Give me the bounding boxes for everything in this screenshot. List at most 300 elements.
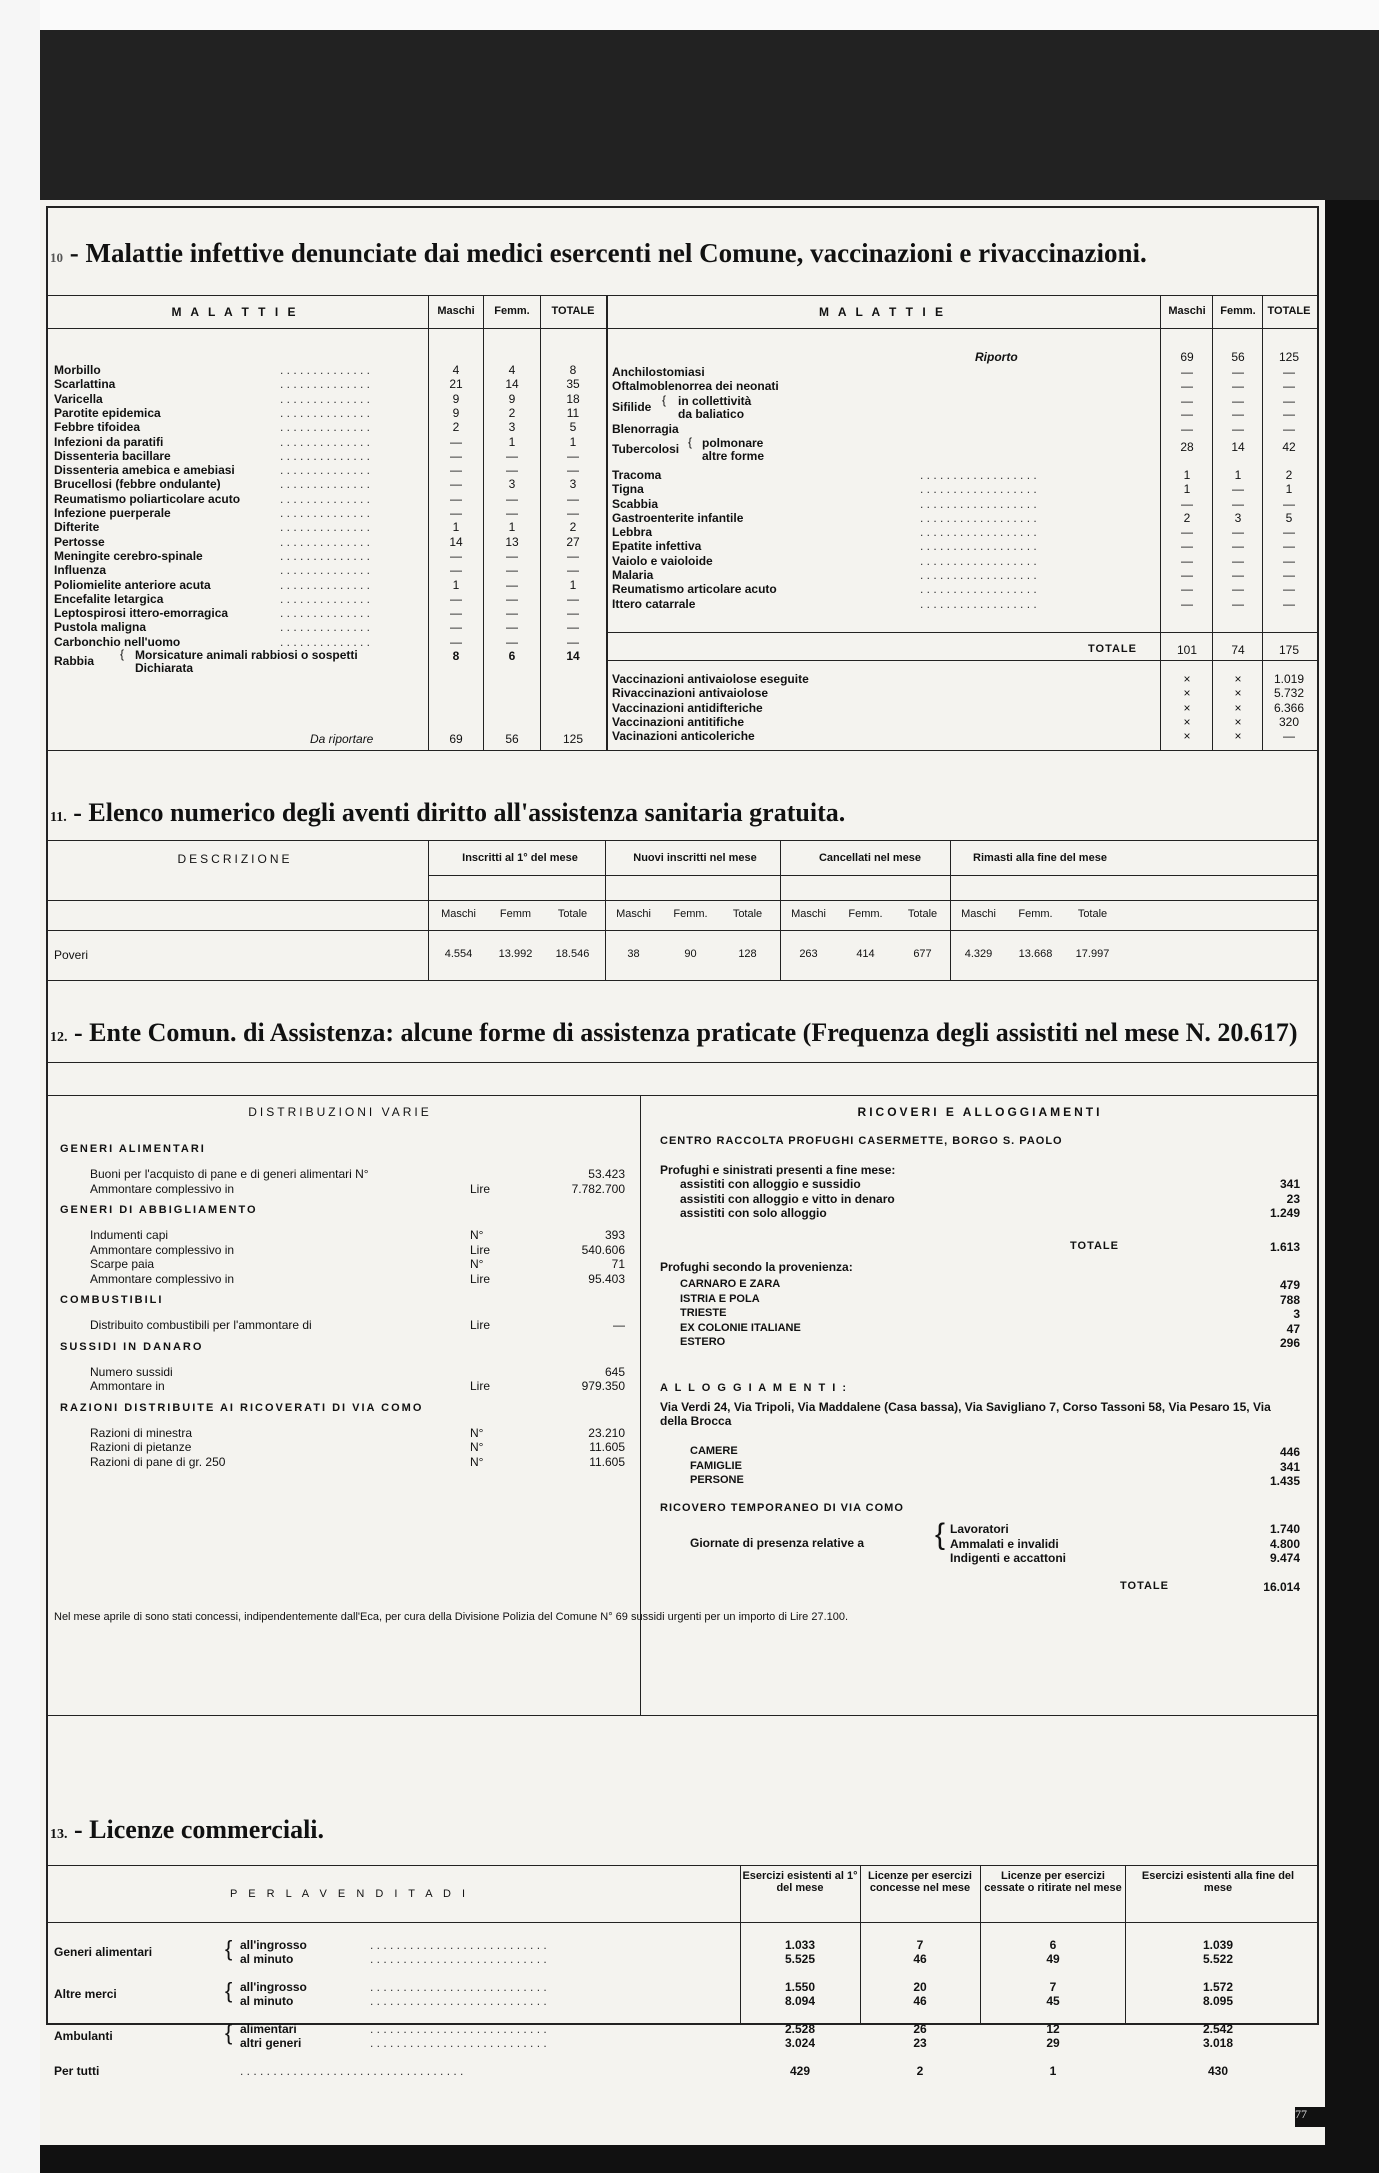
leader-dots: . . . . . . . . . . . . . . (280, 591, 371, 606)
row-label-poveri: Poveri (54, 948, 89, 962)
disease-name: Leptospirosi ittero-emorragica (54, 606, 229, 621)
cell-maschi: × (1183, 714, 1191, 729)
alloggiamenti-heading: A L L O G G I A M E N T I : (660, 1382, 849, 1394)
leader-dots: . . . . . . . . . . . . . . (280, 606, 371, 621)
column-header-descrizione: DESCRIZIONE (177, 852, 293, 866)
disease-name: Blenorragia (612, 421, 679, 436)
cell-maschi: — (450, 634, 462, 649)
item-value: 645 (604, 1364, 625, 1379)
item-value: 11.605 (589, 1440, 625, 1454)
cell-totale: — (1283, 553, 1295, 568)
ricovero-item: Lavoratori (950, 1522, 1009, 1536)
sub-header: Totale (557, 908, 588, 920)
cell-value: 23 (913, 2036, 927, 2050)
cell-totale: — (567, 491, 579, 506)
profughi-intro: Profughi e sinistrati presenti a fine mese: (660, 1163, 896, 1177)
item-value: 23.210 (588, 1425, 625, 1440)
column-header-ricoveri: RICOVERI E ALLOGGIAMENTI (857, 1105, 1103, 1119)
section-11-title: 11. - Elenco numerico degli aventi diritto all'assistenza sanitaria gratuita. (50, 798, 846, 827)
leader-dots: . . . . . . . . . . . . . . (280, 506, 371, 520)
item-unit: Lire (470, 1271, 491, 1286)
disease-name: Infezioni da paratifi (54, 434, 164, 449)
cell-maschi: × (1183, 672, 1191, 686)
cell-value: 46 (913, 1994, 927, 2008)
cell-maschi: 8 (452, 649, 460, 663)
provenienza-item: ESTERO (680, 1336, 726, 1348)
item-value: 53.423 (588, 1167, 625, 1181)
cell-value: 18.546 (555, 948, 590, 960)
cell-totale: 5.732 (1273, 686, 1305, 701)
alloggio-value: 341 (1279, 1459, 1300, 1474)
cell-femm: — (1232, 482, 1244, 497)
column-header-distribuzioni: DISTRIBUZIONI VARIE (248, 1105, 432, 1119)
column-header-femm: Femm. (494, 305, 530, 317)
cell-totale: 2 (569, 520, 577, 535)
leader-dots: . . . . . . . . . . . . . . . . . . (920, 496, 1037, 511)
cell-value: 677 (913, 948, 932, 960)
cell-maschi: — (1181, 525, 1193, 540)
scan-border-top (0, 0, 1379, 200)
totale-label: TOTALE (1088, 643, 1137, 655)
sifilide-label: Sifilide (612, 399, 652, 414)
cell-value: 29 (1046, 2036, 1060, 2050)
profughi-value: 23 (1286, 1191, 1300, 1206)
cell-femm: — (1232, 568, 1244, 582)
cell-femm: × (1234, 686, 1242, 701)
cell-maschi: — (450, 548, 462, 563)
disease-name: Pustola maligna (54, 620, 147, 635)
cell-femm: 9 (508, 391, 516, 406)
cell-femm: 1 (1234, 467, 1242, 482)
leader-dots: . . . . . . . . . . . . . . . . . . (920, 510, 1037, 525)
provenienza-value: 47 (1286, 1321, 1300, 1336)
cell-totale: 1 (1285, 482, 1293, 497)
sub-label: all'ingrosso (240, 1938, 307, 1952)
vaccination-name: Rivaccinazioni antivaiolose (612, 686, 769, 701)
cell-value: 1.033 (784, 1938, 816, 1952)
cell-maschi: 69 (449, 732, 463, 746)
cell-value: 1 (1049, 2064, 1057, 2078)
document-page (40, 200, 1325, 2145)
cell-femm: 3 (508, 477, 516, 492)
cell-value: 49 (1046, 1952, 1060, 1966)
cell-totale: — (567, 506, 579, 520)
disease-name: Epatite infettiva (612, 539, 702, 554)
group-header: Rimasti alla fine del mese (973, 852, 1107, 864)
cell-femm: — (506, 506, 518, 520)
cell-femm: — (1232, 379, 1244, 394)
cell-femm: × (1234, 672, 1242, 686)
leader-dots: . . . . . . . . . . . . . . . . . . . . . . . . . . . (370, 1952, 547, 1966)
cell-totale: — (1283, 393, 1295, 408)
disease-name: Brucellosi (febbre ondulante) (54, 477, 221, 492)
cell-maschi: — (450, 463, 462, 478)
cell-totale: 5 (569, 420, 577, 435)
leader-dots: . . . . . . . . . . . . . . . . . . (920, 596, 1037, 611)
leader-dots: . . . . . . . . . . . . . . (280, 620, 371, 635)
leader-dots: . . . . . . . . . . . . . . . . . . (920, 568, 1037, 582)
cell-totale: 3 (569, 477, 577, 492)
cell-totale: — (1283, 596, 1295, 611)
leader-dots: . . . . . . . . . . . . . . (280, 405, 371, 420)
cell-totale: — (567, 448, 579, 463)
cell-value: 1.039 (1202, 1938, 1234, 1952)
leader-dots: . . . . . . . . . . . . . . . . . . . . . . . . . . . (370, 2022, 547, 2036)
disease-name: Gastroenterite infantile (612, 510, 744, 525)
group-label: Generi alimentari (54, 1945, 153, 1959)
leader-dots: . . . . . . . . . . . . . . . . . . (920, 467, 1037, 482)
item-label: Ammontare in (90, 1379, 165, 1393)
cell-femm: — (1232, 421, 1244, 436)
cell-value: 3.024 (784, 2036, 816, 2050)
leader-dots: . . . . . . . . . . . . . . (280, 577, 371, 592)
disease-name: Reumatismo articolare acuto (612, 582, 777, 597)
cell-totale: — (1283, 539, 1295, 554)
ricovero-totale-value: 16.014 (1263, 1580, 1300, 1594)
cell-totale: — (1283, 525, 1295, 540)
cell-femm: — (506, 591, 518, 606)
cell-totale: — (1283, 365, 1295, 379)
cell-femm: — (506, 606, 518, 621)
group-header: Inscritti al 1° del mese (462, 852, 578, 864)
item-label: Razioni di minestra (90, 1425, 193, 1440)
cell-totale: — (567, 606, 579, 621)
cell-maschi: 9 (452, 405, 460, 420)
leader-dots: . . . . . . . . . . . . . . (280, 448, 371, 463)
item-value: 7.782.700 (571, 1181, 625, 1196)
cell-value: 128 (738, 948, 757, 960)
cell-totale: — (1283, 379, 1295, 394)
leader-dots: . . . . . . . . . . . . . . (280, 534, 371, 549)
cell-maschi: 28 (1180, 439, 1194, 454)
cell-femm: 14 (1231, 439, 1245, 454)
leader-dots: . . . . . . . . . . . . . . (280, 420, 371, 435)
provenienza-item: TRIESTE (680, 1307, 727, 1319)
column-header-totale: TOTALE (551, 305, 595, 317)
cell-maschi: — (1181, 421, 1193, 436)
cell-totale: 5 (1285, 510, 1293, 525)
item-value: 540.606 (581, 1242, 625, 1257)
cell-femm: — (1232, 553, 1244, 568)
rabbia-label: Rabbia (54, 654, 95, 668)
leader-dots: . . . . . . . . . . . . . . . . . . (920, 553, 1037, 568)
leader-dots: . . . . . . . . . . . . . . (280, 520, 371, 535)
cell-maschi: 4 (452, 363, 460, 377)
cell-value: 8.094 (784, 1994, 816, 2008)
leader-dots: . . . . . . . . . . . . . . . . . . (920, 582, 1037, 597)
cell-value: 1.550 (784, 1980, 816, 1994)
cell-femm: — (506, 463, 518, 478)
cell-totale: — (1283, 582, 1295, 597)
cell-femm: — (506, 448, 518, 463)
sub-label: al minuto (240, 1952, 294, 1966)
leader-dots: . . . . . . . . . . . . . . . . . . . . . . . . . . . (370, 1938, 547, 1952)
disease-name: Ittero catarrale (612, 596, 696, 611)
cell-value: 7 (1049, 1980, 1057, 1994)
leader-dots: . . . . . . . . . . . . . . (280, 391, 371, 406)
item-unit: N° (470, 1454, 484, 1469)
cell-totale: — (567, 634, 579, 649)
cell-maschi: 1 (1183, 467, 1191, 482)
item-value: 95.403 (588, 1271, 625, 1286)
section-heading: GENERI DI ABBIGLIAMENTO (60, 1204, 258, 1216)
sub-label: all'ingrosso (240, 1980, 307, 1994)
disease-name: Tracoma (612, 467, 662, 482)
item-unit: Lire (470, 1318, 491, 1332)
brace: { (688, 434, 693, 449)
group-label: Ambulanti (54, 2029, 113, 2043)
item-value: 11.605 (589, 1454, 625, 1469)
disease-name: Influenza (54, 563, 107, 578)
leader-dots: . . . . . . . . . . . . . . . . . . . . . . . . . . . (370, 2036, 547, 2050)
cell-value: 8.095 (1202, 1994, 1234, 2008)
column-header: Esercizi esistenti alla fine del mese (1141, 1870, 1295, 1894)
cell-maschi: 14 (449, 534, 463, 549)
cell-totale: 18 (566, 391, 580, 406)
disease-name: Carbonchio nell'uomo (54, 634, 181, 649)
ricovero-value: 9.474 (1269, 1551, 1300, 1565)
disease-name: Lebbra (612, 525, 653, 540)
sub-header: Femm. (673, 908, 708, 920)
cell-maschi: — (450, 448, 462, 463)
cell-femm: 1 (508, 434, 516, 449)
sifilide-collettivita: in collettività (678, 393, 752, 408)
item-unit: Lire (470, 1242, 491, 1257)
alloggio-item: CAMERE (690, 1445, 738, 1457)
cell-femm: — (506, 548, 518, 563)
brace: { (662, 392, 667, 407)
sub-header: Maschi (961, 908, 996, 920)
cell-maschi: — (1181, 496, 1193, 511)
leader-dots: . . . . . . . . . . . . . . . . . . (920, 539, 1037, 554)
leader-dots: . . . . . . . . . . . . . . (280, 477, 371, 492)
cell-totale: — (1283, 729, 1295, 744)
cell-value: 430 (1207, 2064, 1229, 2078)
cell-totale: 125 (562, 732, 584, 746)
column-header: Licenze per esercizi cessate o ritirate nel mese (984, 1870, 1122, 1894)
cell-maschi: — (450, 434, 462, 449)
cell-totale: — (1283, 496, 1295, 511)
item-label: Indumenti capi (90, 1228, 169, 1242)
vaccination-name: Vaccinazioni antivaiolose eseguite (612, 672, 809, 686)
sub-header: Totale (732, 908, 763, 920)
cell-femm: 56 (505, 732, 519, 746)
brace: { (225, 1978, 233, 2003)
cell-value: 13.668 (1018, 948, 1053, 960)
cell-value: 4.554 (444, 948, 473, 960)
item-label: Razioni di pietanze (90, 1440, 192, 1454)
cell-femm: 13 (505, 534, 519, 549)
disease-name: Dissenteria amebica e amebiasi (54, 463, 235, 478)
cell-totale: 6.366 (1273, 700, 1305, 715)
cell-femm: 14 (505, 377, 519, 392)
cell-femm: — (1232, 525, 1244, 540)
cell-totale: 42 (1282, 439, 1296, 454)
cell-femm: — (1232, 496, 1244, 511)
cell-totale: 27 (566, 534, 580, 549)
provenienza-value: 296 (1279, 1336, 1300, 1350)
sub-header: Femm. (1018, 908, 1053, 920)
cell-value: 20 (913, 1980, 927, 1994)
cell-maschi: 1 (452, 577, 460, 592)
leader-dots: . . . . . . . . . . . . . . (280, 463, 371, 478)
disease-name: Reumatismo poliarticolare acuto (54, 491, 241, 506)
leader-dots: . . . . . . . . . . . . . . . . . . (920, 525, 1037, 540)
cell-maschi: — (1181, 553, 1193, 568)
ricovero-item: Ammalati e invalidi (950, 1536, 1059, 1551)
cell-maschi: 69 (1180, 350, 1194, 364)
section-10-title: 10 - Malattie infettive denunciate dai medici esercenti nel Comune, vaccinazioni e rivaccinazioni. (50, 238, 1147, 268)
section-heading: RAZIONI DISTRIBUITE AI RICOVERATI DI VIA COMO (60, 1401, 424, 1414)
rule (48, 295, 1317, 296)
group-header: Nuovi inscritti nel mese (633, 852, 757, 864)
cell-maschi: — (1181, 393, 1193, 408)
provenienza-value: 788 (1279, 1292, 1300, 1307)
group-header: Cancellati nel mese (818, 852, 922, 864)
rule (48, 328, 1317, 329)
disease-name: Oftalmoblenorrea dei neonati (612, 379, 779, 394)
cell-value: 3.018 (1202, 2036, 1234, 2050)
cell-maschi: 101 (1176, 643, 1198, 657)
vaccination-name: Vacinazioni anticoleriche (612, 729, 755, 744)
cell-maschi: 2 (1183, 510, 1191, 525)
ricovero-totale-label: TOTALE (1120, 1580, 1169, 1592)
item-value: 393 (604, 1228, 625, 1242)
cell-totale: 8 (569, 363, 577, 377)
cell-totale: — (567, 463, 579, 478)
profughi-item: assistiti con solo alloggio (680, 1206, 827, 1220)
provenienza-value: 3 (1293, 1307, 1300, 1321)
vaccination-name: Vaccinazioni antitifiche (612, 714, 745, 729)
column-header-totale: TOTALE (1267, 305, 1311, 317)
cell-totale: 14 (566, 649, 580, 663)
cell-maschi: — (450, 491, 462, 506)
item-unit: N° (470, 1425, 484, 1440)
cell-maschi: — (450, 620, 462, 635)
page-number: 77 (1295, 2107, 1325, 2127)
scan-border-left (0, 0, 40, 2173)
cell-maschi: × (1183, 700, 1191, 715)
cell-value: 2.542 (1202, 2022, 1234, 2036)
profughi-item: assistiti con alloggio e vitto in denaro (680, 1191, 895, 1206)
item-label: Ammontare complessivo in (90, 1271, 235, 1286)
item-unit: Lire (470, 1379, 491, 1393)
item-unit: Lire (470, 1181, 491, 1196)
provenienza-intro: Profughi secondo la provenienza: (660, 1260, 853, 1274)
cell-maschi: — (1181, 539, 1193, 554)
item-label: Ammontare complessivo in (90, 1181, 235, 1196)
leader-dots: . . . . . . . . . . . . . . (280, 434, 371, 449)
cell-femm: 4 (508, 363, 516, 377)
cell-maschi: 2 (452, 420, 460, 435)
alloggiamenti-addresses: Via Verdi 24, Via Tripoli, Via Maddalene (Casa bassa), Via Savigliano 7, Corso Tassoni 58, Via Pesaro 15, Via della Brocca (660, 1400, 1271, 1428)
alloggio-value: 446 (1279, 1445, 1300, 1459)
cell-totale: 35 (566, 377, 580, 392)
cell-femm: — (1232, 406, 1244, 421)
cell-maschi: 9 (452, 391, 460, 406)
cell-femm: — (1232, 539, 1244, 554)
cell-value: 38 (627, 948, 640, 960)
cell-value: 6 (1049, 1938, 1057, 1952)
leader-dots: . . . . . . . . . . . . . . . . . . (920, 482, 1037, 497)
tbc-polmonare: polmonare (702, 435, 764, 450)
cell-femm: 3 (508, 420, 516, 435)
leader-dots: . . . . . . . . . . . . . . (280, 634, 371, 649)
cell-value: 90 (684, 948, 697, 960)
disease-name: Scarlattina (54, 377, 116, 392)
brace: { (935, 1518, 946, 1551)
column-header: Licenze per esercizi concesse nel mese (868, 1870, 972, 1894)
disease-name: Infezione puerperale (54, 506, 171, 520)
column-header-maschi: Maschi (1168, 305, 1206, 317)
tbc-label: Tubercolosi (612, 441, 680, 456)
cell-totale: — (567, 620, 579, 635)
cell-femm: — (506, 563, 518, 578)
cell-maschi: — (450, 506, 462, 520)
disease-name: Dissenteria bacillare (54, 448, 171, 463)
cell-femm: — (506, 577, 518, 592)
cell-femm: — (1232, 596, 1244, 611)
cell-maschi: — (1181, 365, 1193, 379)
brace: { (225, 1936, 233, 1961)
cell-value: 46 (913, 1952, 927, 1966)
sifilide-baliatico: da baliatico (678, 406, 745, 421)
leader-dots: . . . . . . . . . . . . . . . . . . . . . . . . . . . (370, 1994, 547, 2008)
column-header-malattie: M A L A T T I E (171, 305, 299, 319)
disease-name: Encefalite letargica (54, 591, 164, 606)
cell-totale: — (1283, 568, 1295, 582)
sub-label: altri generi (240, 2036, 302, 2050)
cell-value: 2.528 (784, 2022, 816, 2036)
sub-header: Totale (1077, 908, 1108, 920)
cell-maschi: × (1183, 686, 1191, 701)
cell-maschi: 1 (452, 520, 460, 535)
cell-maschi: × (1183, 729, 1191, 744)
alloggio-item: PERSONE (690, 1474, 744, 1486)
cell-totale: — (567, 591, 579, 606)
disease-name: Malaria (612, 568, 654, 582)
sub-header: Femm (499, 908, 532, 920)
da-riportare-label: Da riportare (310, 732, 374, 746)
item-label: Distribuito combustibili per l'ammontare di (90, 1318, 312, 1332)
disease-name: Febbre tifoidea (54, 420, 141, 435)
cell-totale: — (567, 548, 579, 563)
cell-femm: — (1232, 582, 1244, 597)
item-unit: N° (470, 1228, 484, 1242)
cell-value: 7 (916, 1938, 924, 1952)
disease-name: Parotite epidemica (54, 405, 161, 420)
cell-femm: — (506, 634, 518, 649)
leader-dots: . . . . . . . . . . . . . . (280, 563, 371, 578)
leader-dots: . . . . . . . . . . . . . . (280, 363, 371, 377)
section-13-title: 13. - Licenze commerciali. (50, 1815, 325, 1844)
item-label: Buoni per l'acquisto di pane e di generi alimentari N° (90, 1167, 369, 1181)
provenienza-value: 479 (1279, 1278, 1300, 1292)
cell-femm: — (506, 491, 518, 506)
item-unit: N° (470, 1440, 484, 1454)
ricovero-value: 1.740 (1269, 1522, 1300, 1536)
section-heading: COMBUSTIBILI (60, 1294, 164, 1306)
item-unit: N° (470, 1257, 484, 1271)
cell-femm: × (1234, 729, 1242, 744)
section-12-title: 12. - Ente Comun. di Assistenza: alcune forme di assistenza praticate (Frequenza degli assistiti nel mese N. 20.617) (50, 1018, 1298, 1047)
sub-header: Maschi (791, 908, 826, 920)
provenienza-item: CARNARO E ZARA (680, 1278, 781, 1290)
cell-maschi: — (1181, 596, 1193, 611)
column-header-maschi: Maschi (437, 305, 475, 317)
cell-maschi: — (1181, 568, 1193, 582)
cell-femm: × (1234, 700, 1242, 715)
